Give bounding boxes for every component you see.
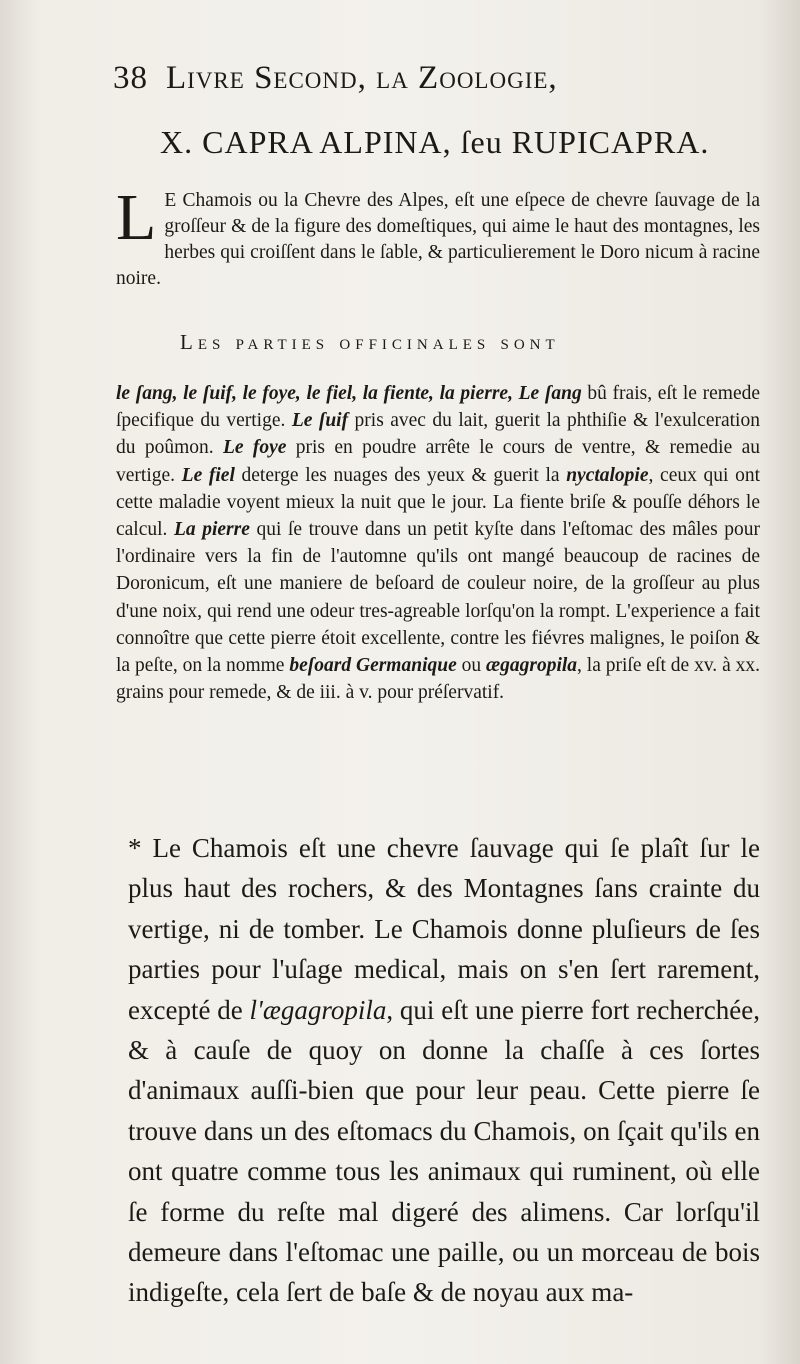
part-text-stone-or: ou [456, 655, 487, 677]
part-text-tallow: pris avec du lait, guerit la phthiſie & l'exulceration du poûmon. [116, 410, 760, 459]
section-heading: Les parties officinales sont [180, 330, 560, 354]
commentary-text-2: , qui eſt une pierre fort recherchée, & à cauſe de quoy on donne la chaſſe à ces ſortes d'animaux auſſi-bien que pour leur peau. Cette pierre ſe trouve dans un des eſtomacs du Chamois, on ſçait qu'ils en ont quatre comme tous les animaux qui ruminent, où elle ſe forme du reſte mal digeré des alimens. Car lorſqu'il demeure dans l'eſtomac une paille, ou un morceau de bois indigeſte, cela ſert de baſe & de noyau aux ma- [128, 994, 761, 1308]
part-text-liver: pris en poudre arrête le cours de ventre, & remedie au vertige. [116, 437, 760, 486]
part-label-liver: Le foye [222, 437, 287, 459]
part-text-stone: qui ſe trouve dans un petit kyſte dans l'eſtomac des mâles pour l'ordinaire vers la fin de l'automne qu'ils ont mangé beaucoup de racines de Doronicum, eſt une maniere de beſoard de couleur noire, de la groſſeur au plus d'une noix, qui rend une odeur tres-agreable lorſqu'on la rompt. L'experience a fait connoître que cette pierre étoit excellente, contre les fiévres malignes, le poiſon & la peſte, on la nomme [116, 519, 760, 677]
term-besoard: beſoard Germanique [289, 655, 457, 677]
running-title: Livre Second, la Zoologie, [166, 60, 558, 96]
intro-paragraph [116, 181, 760, 292]
part-text-gall-cont: , ceux qui ont cette maladie voyent mieux la nuit que le jour. La fiente briſe & pouſſe déhors le calcul. [116, 464, 760, 541]
commentary-text-1: * Le Chamois eſt une chevre ſauvage qui ſe plaît ſur le plus haut des rochers, & des Montagnes ſans crainte du vertige, ni de tomber. Le Chamois donne pluſieurs de ſes parties pour l'uſage medical, mais on s'en ſert rarement, excepté de [128, 833, 760, 1025]
part-label-gall: Le fiel [181, 464, 235, 486]
term-nyctalopie: nyctalopie [566, 464, 649, 486]
part-label-stone: La pierre [174, 519, 250, 541]
intro-text: E Chamois ou la Chevre des Alpes, eſt une eſpece de chevre ſauvage de la groſſeur & de la figure des domeſtiques, qui aime le haut des montagnes, les herbes qui croiſſent dans le ſable, & particulierement le Doro nicum à racine noire. [116, 190, 760, 289]
part-label-blood: Le ſang [518, 383, 582, 404]
part-text-blood: bû frais, eſt le remede ſpecifique du vertige. [116, 383, 761, 432]
page-number: 38 [113, 60, 148, 96]
commentary-paragraph [128, 828, 760, 1313]
part-text-gall: deterge les nuages des yeux & guerit la [234, 464, 567, 486]
chapter-title: X. CAPRA ALPINA, ſeu RUPICAPRA. [160, 124, 710, 160]
commentary-term: l'ægagropila [249, 994, 387, 1025]
officinal-parts-paragraph [116, 380, 760, 706]
part-text-stone-dose: , la priſe eſt de xv. à xx. grains pour remede, & de iii. à v. pour préſervatif. [116, 655, 760, 704]
drop-cap: L [116, 181, 157, 254]
part-label-tallow: Le ſuif [291, 410, 349, 432]
running-head [113, 60, 673, 97]
parts-list: le ſang, le ſuif, le foye, le fiel, la fiente, la pierre, [116, 383, 513, 404]
term-aegagropila: ægagropila [486, 655, 578, 677]
